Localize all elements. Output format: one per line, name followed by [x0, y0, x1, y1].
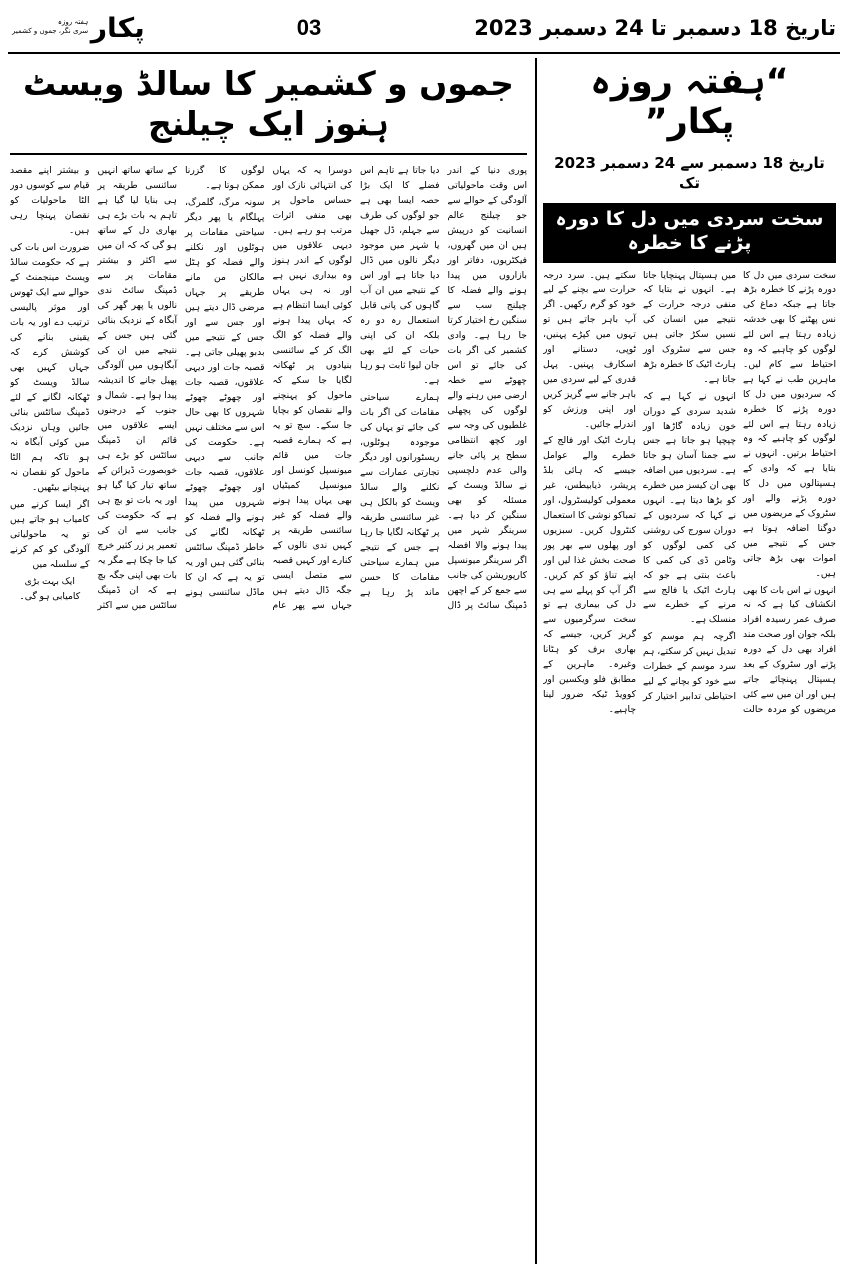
paragraph: انہوں نے اس بات کا بھی انکشاف کیا ہے کہ نہ صرف عمر رسیدہ افراد بلکہ جوان اور صحت مند افراد بھی دل کے دورہ پڑنے اور سٹروک کے بعد ہسپتال پہنچائے جاتے ہیں اور ان میں سے کئی مریضوں کو مردہ حالت میں ہسپتال پہنچایا جاتا ہے۔ انہوں نے بتایا کہ منفی درجہ حرارت کے نتیجے میں انسان کی نسیں سکڑ جاتی ہیں جس سے سٹروک اور ہارٹ اٹیک کا خطرہ بڑھ جاتا ہے۔ [643, 269, 836, 715]
sidebar-title: “ہفتہ روزہ پکار” [590, 62, 789, 143]
paragraph: پوری دنیا کے اندر اس وقت ماحولیاتی آلودگی کے حوالے سے جو چیلنج عالم انسانیت کو درپیش ہیں ان میں گھروں، فیکٹریوں، دفاتر اور بازاروں میں پیدا ہونے والے فضلہ کا چیلنج سب سے سنگین رخ اختیار کرتا جا رہا ہے۔ وادی کشمیر کی اگر بات کی جائے تو اس چھوٹے سے خطہ ارضی میں رہنے والے لوگوں کی پچھلی غلطیوں کی وجہ سے اور کچھ انتظامی سطح پر پائی جانے والی عدم دلچسپی نے سالڈ ویسٹ کے مسئلہ کو بھی سنگین کر دیا ہے۔ سرینگر شہر میں پیدا ہونے والا افضلہ اگر سرینگر میونسپل کارپوریشن کی جانب سے جمع کر کے اچھن ڈمپنگ سائٹ پر ڈال دیا جاتا ہے تاہم اس فضلے کا ایک بڑا حصہ ایسا بھی ہے جو لوگوں کی طرف سے جہلم، ڈل جھیل یا شہر میں موجود دیگر نالوں میں ڈال دیا جاتا ہے اور اس کے نتیجے میں ان آب گاہوں کی پانی قابل استعمال رہ دو رہ بلکہ ان کی اپنی حیات کے لئے بھی جان لیوا ثابت ہو رہا ہے۔ [360, 165, 527, 612]
paragraph: سخت سردی میں دل کا دورہ پڑنے کا خطرہ بڑھ جاتا ہے جبکہ دماغ کی نس پھٹنے کا بھی خدشہ زیادہ رہتا ہے اس لئے لوگوں کو چاہیے کہ وہ احتیاط سے کام لیں۔ ماہرین طب نے کہا ہے کہ سردیوں میں دل کا دورہ پڑنے کا خطرہ زیادہ رہتا ہے اس لئے لوگوں کو چاہیے کہ وہ احتیاط برتیں۔ انہوں نے بتایا ہے کہ وادی کے ہسپتالوں میں دل کا دورہ پڑنے والے اور سٹروک کے مریضوں میں دوگنا اضافہ ہوتا ہے جس کے نتیجے میں اموات بھی بڑھ جاتی ہیں۔ [743, 269, 836, 579]
main-article-body [10, 163, 527, 1264]
sidebar-date-range: تاریخ 18 دسمبر سے 24 دسمبر 2023 تک [554, 153, 825, 192]
closing-line: ایک بہت بڑی کامیابی ہو گی۔ [19, 576, 81, 603]
masthead-divider [8, 52, 840, 54]
paragraph: اگر ایسا کرنے میں کامیاب ہو جاتے ہیں تو یہ ماحولیاتی آلودگی کو کم کرنے کے سلسلہ میں [10, 499, 90, 571]
paragraph: انہوں نے کہا ہے کہ شدید سردی کے دوران خون زیادہ گاڑھا اور چپچپا ہو جاتا ہے جس سے جمنا آسان ہو جاتا ہے۔ سردیوں میں اضافہ بھی ان کیسز میں خطرے کو بڑھا دیتا ہے۔ انہوں نے کہا کہ سردیوں کے دوران سورج کی روشنی کی کمی لوگوں کو وٹامن ڈی کی کمی کا باعث بنتی ہے جو کہ ہارٹ اٹیک یا فالج سے مرنے کے خطرے سے منسلک ہے۔ [643, 390, 736, 626]
publication-logo [12, 12, 145, 44]
logo-subtitle-line2: سری نگر، جموں و کشمیر [12, 27, 89, 35]
main-article [8, 58, 535, 1264]
masthead [8, 6, 840, 50]
sidebar-article-body [543, 269, 836, 1265]
logo-subtitle-line1: ہفتہ روزہ [57, 18, 89, 27]
paragraph: سونہ مرگ، گلمرگ، پہلگام یا پھر دیگر سیاحتی مقامات پر ہوٹلوں اور نکلنے والے فضلہ کو ہٹل مالکان من مانے طریقے پر جہاں مرضی ڈال دیتے ہیں اور جس سے اور جس کے نتیجے میں بدبو پھیلی جاتی ہے۔ قصبہ جات اور دیہی علاقوں، قصبہ جات اور چھوٹے چھوٹے شہروں کا بھی حال اس سے مختلف نہیں ہے۔ حکومت کی جانب سے دیہی علاقوں، قصبہ جات اور چھوٹے چھوٹے شہروں میں پیدا ہونے والے فضلہ کو ٹھکانہ لگانے کی خاطر ڈمپنگ سائٹس بنائی گئی ہیں اور یہ تو یہ ہے کہ ان کا ماڈل سائنسی ہونے کے ساتھ ساتھ انہیں سائنسی طریقہ پر ہی بنایا لیا گیا ہے تاہم یہ بات بڑے ہی بھاری دل کے ساتھ ہو گی کہ کہ ان میں سے اکثر و بیشتر مقامات پر سے ڈمپنگ سائٹ ندی نالوں یا پھر گھر کی آبگاہ کے نزدیک بنائی گئی ہیں جس کے نتیجے میں ان کی آبگاہوں میں آلودگی پھیل جانے کا اندیشہ پیدا ہوا ہے۔ شمال و جنوب کے درجنوں ایسے علاقوں میں قائم ان ڈمپنگ سائٹس کو بڑے ہی خوبصورت ڈیزائن کے ساتھ تیار کیا گیا ہو اور یہ بات تو بچ ہی ہے کہ حکومت کی جانب سے ان کی تعمیر پر زر کثیر خرچ کیا جا چکا ہے مگر یہ بات بھی اپنی جگہ بچ ہے کہ ان ڈمپنگ سائٹس میں سے اکثر و بیشتر اپنے مقصد قیام سے کوسوں دور الٹا ماحولیات کو نقصان پہنچا رہی ہیں۔ [10, 165, 265, 612]
paragraph: ہارٹ اٹیک اور فالج کے خطرے والے عوامل جیسے کہ ہائی بلڈ پریشر، ذیابیطس، غیر معمولی کولیسٹرول، اور تمباکو نوشی کا استعمال کنٹرول کریں۔ سبزیوں اور پھلوں سے بھر پور صحت بخش غذا لیں اور اپنے تناؤ کو کم کریں۔ اگر آپ کو پہلے سے ہی دل کی بیماری ہے تو سخت سرگرمیوں سے گریز کریں، جیسے کہ بھاری برف کو ہٹانا وغیرہ۔ ماہرین کے مطابق فلو ویکسین اور کوویڈ ٹیکہ ضرور لینا چاہیے۔ [543, 435, 636, 715]
main-article-headline: جموں و کشمیر کا سالڈ ویسٹ ہنوز ایک چیلنج [23, 64, 514, 143]
paragraph: اگرچہ ہم موسم کو تبدیل نہیں کر سکتے، ہم سرد موسم کے خطرات سے خود کو بچانے کے لیے احتیاطی تدابیر اختیار کر سکتے ہیں۔ سرد درجہ حرارت سے بچنے کے لیے خود کو گرم رکھیں۔ اگر آپ باہر جاتے ہیں تو تہوں میں کپڑے پہنیں، ٹوپی، دستانے اور اسکارف پہنیں۔ پہل قدری کے لیے سردی میں باہر جانے سے گریز کریں اور اپنی ورزش کو اندرلے جائیں۔ [543, 269, 736, 702]
logo-title: پکار [90, 12, 145, 44]
page-number: 03 [296, 15, 322, 40]
sidebar-headline-banner: سخت سردی میں دل کا دورہ پڑنے کا خطرہ [543, 203, 836, 263]
masthead-date: تاریخ 18 دسمبر تا 24 دسمبر 2023 [474, 16, 836, 40]
paragraph: ضرورت اس بات کی ہے کہ حکومت سالڈ ویسٹ مینجمنٹ کے حوالے سے ایک ٹھوس اور موثر پالیسی ترتیب دے اور یہ بات یقینی بنانے کی کوشش کرے کہ جہاں کہیں بھی سالڈ ویسٹ کو ٹھکانہ لگانے کے لئے ڈمپنگ سائٹس بنائی جائیں وہاں نزدیک میں کوئی آبگاہ نہ ہو تاکہ ہم الٹا ماحول کو نقصان نہ پہنچانے بیٹھیں۔ [10, 242, 90, 494]
paragraph: ہمارے سیاحتی مقامات کی اگر بات کی جائے تو یہاں کی موجودہ ہوٹلوں، ریسٹورانوں اور دیگر تجارتی عمارات سے نکلنے والے سالڈ ویسٹ کو بالکل ہی غیر سائنسی طریقہ پر ٹھکانہ لگایا جا رہا ہے جس کے نتیجے میں ہمارے سیاحتی مقامات کا حسن ماند پڑ رہا ہے دوسرا یہ کہ یہاں کی انتہائی نازک اور حساس ماحول پر بھی منفی اثرات مرتب ہو رہے ہیں۔ دیہی علاقوں میں لوگوں کے اندر ہنوز وہ بیداری نہیں ہے اور نہ ہی یہاں کوئی ایسا انتظام ہے کہ یہاں پیدا ہونے والے فضلہ کو الگ الگ کر کے سائنسی بنیادوں پر ٹھکانہ لگایا جا سکے کہ ماحول کو پہنچنے والے نقصان کو بچایا جا سکے۔ سچ تو یہ ہے کہ ہمارے قصبہ جات میں قائم میونسپل کونسل اور میونسپل کمیٹیاں بھی یہاں پیدا ہونے والے فضلہ کو غیر سائنسی طریقہ پر کہیں ندی نالوں کے کنارے اور کہیں قصبہ سے متصل ایسی جگہ ڈال دیتے ہیں جہاں سے پھر عام لوگوں کا گزرنا ممکن ہوتا ہے۔ [185, 165, 440, 612]
logo-subtitle [12, 18, 88, 38]
main-article-divider [10, 153, 527, 155]
page-body [8, 58, 840, 1264]
sidebar-article [535, 58, 840, 1264]
